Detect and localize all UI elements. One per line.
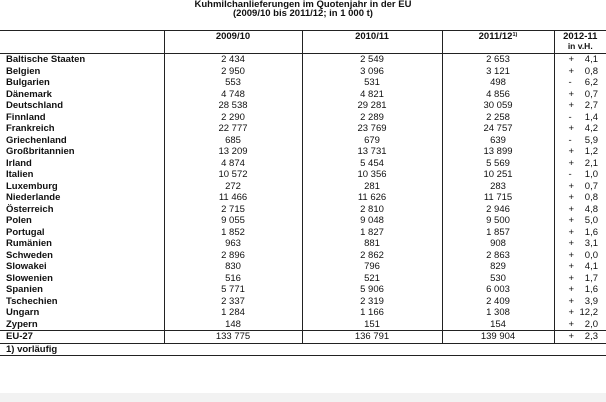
change-sign: + (568, 203, 575, 215)
footnote-text: 1) vorläufig (0, 343, 606, 356)
value-2010-11: 29 281 (302, 100, 442, 112)
value-2010-11: 521 (302, 273, 442, 285)
country-name: Spanien (6, 284, 43, 295)
change-sign: + (568, 272, 575, 284)
change-value: 2,0 (584, 318, 598, 330)
value-2011-12: 2 946 (442, 204, 554, 216)
change-sign: + (568, 295, 575, 307)
value-2011-12: 530 (442, 273, 554, 285)
change-percent (554, 158, 606, 170)
change-value: 0,0 (584, 249, 598, 261)
value-2009-10: 1 284 (164, 307, 302, 319)
country-name: Großbritannien (6, 146, 75, 157)
header-change: 2012-11 in v.H. (554, 31, 606, 54)
value-2010-11: 9 048 (302, 215, 442, 227)
change-percent (554, 227, 606, 239)
value-2011-12: 154 (442, 319, 554, 331)
value-2009-10: 2 337 (164, 296, 302, 308)
country-name: Zypern (6, 318, 38, 330)
table-row (0, 261, 606, 273)
table-row (0, 307, 606, 319)
change-value: 6,2 (584, 77, 598, 88)
country-name: Irland (6, 157, 32, 169)
value-2009-10: 2 434 (164, 54, 302, 66)
value-2009-10: 2 950 (164, 66, 302, 78)
change-percent (554, 66, 606, 78)
change-value: 3,1 (584, 238, 598, 249)
country-name: Finnland (6, 111, 46, 123)
value-2011-12: 30 059 (442, 100, 554, 112)
table-row (0, 319, 606, 331)
change-sign: + (568, 238, 575, 249)
value-2010-11: 136 791 (302, 331, 442, 344)
value-2009-10: 148 (164, 319, 302, 331)
value-2010-11: 2 549 (302, 54, 442, 66)
change-value: 0,8 (584, 192, 598, 203)
value-2009-10: 685 (164, 135, 302, 147)
country-name: Tschechien (6, 295, 58, 307)
table-row (0, 204, 606, 216)
table-row (0, 250, 606, 262)
value-2011-12: 2 863 (442, 250, 554, 262)
value-2009-10: 13 209 (164, 146, 302, 158)
value-2010-11: 1 166 (302, 307, 442, 319)
value-2011-12: 11 715 (442, 192, 554, 204)
country-name: Ungarn (6, 307, 40, 318)
value-2009-10: 11 466 (164, 192, 302, 204)
change-sign: + (568, 54, 575, 65)
country-name: Slowakei (6, 261, 47, 272)
value-2010-11: 281 (302, 181, 442, 193)
country-name: Bulgarien (6, 77, 50, 88)
change-sign: + (568, 146, 575, 157)
country-name: Deutschland (6, 100, 64, 111)
value-2011-12: 2 653 (442, 54, 554, 66)
value-2010-11: 5 454 (302, 158, 442, 170)
change-value: 1,4 (584, 111, 598, 123)
header-row (0, 31, 606, 54)
footnote-row (0, 343, 606, 356)
value-2009-10: 10 572 (164, 169, 302, 181)
header-country (0, 31, 164, 54)
value-2010-11: 5 906 (302, 284, 442, 296)
table-row (0, 273, 606, 285)
country-name: Niederlande (6, 192, 61, 203)
change-value: 4,8 (584, 203, 598, 215)
change-value: 3,9 (584, 295, 598, 307)
change-percent (554, 250, 606, 262)
change-percent (554, 89, 606, 101)
table-row (0, 100, 606, 112)
change-percent (554, 100, 606, 112)
country-name: Griechenland (6, 134, 67, 146)
change-value: 4,2 (584, 123, 598, 134)
change-sign: + (568, 261, 575, 272)
change-value: 2,3 (584, 331, 598, 342)
change-percent (554, 331, 606, 344)
country-name: Rumänien (6, 238, 52, 249)
change-sign: + (568, 180, 575, 192)
country-name: Belgien (6, 65, 41, 77)
table-row (0, 112, 606, 124)
value-2010-11: 151 (302, 319, 442, 331)
change-percent (554, 319, 606, 331)
country-name: Dänemark (6, 88, 52, 100)
table-row (0, 89, 606, 101)
change-percent (554, 273, 606, 285)
value-2010-11: 4 821 (302, 89, 442, 101)
header-2009-10: 2009/10 (164, 31, 302, 54)
table-title: Kuhmilchanlieferungen im Quotenjahr in der EU (194, 0, 412, 10)
value-2011-12: 139 904 (442, 331, 554, 344)
value-2010-11: 2 862 (302, 250, 442, 262)
change-percent (554, 238, 606, 250)
header-2010-11: 2010/11 (302, 31, 442, 54)
value-2009-10: 2 896 (164, 250, 302, 262)
value-2010-11: 3 096 (302, 66, 442, 78)
table-subtitle: (2009/10 bis 2011/12; in 1 000 t) (233, 8, 373, 19)
country-name: Baltische Staaten (6, 54, 86, 65)
change-percent (554, 204, 606, 216)
change-sign: + (568, 284, 575, 295)
table-row (0, 181, 606, 193)
value-2009-10: 4 874 (164, 158, 302, 170)
change-percent (554, 215, 606, 227)
value-2010-11: 10 356 (302, 169, 442, 181)
change-value: 0,8 (584, 65, 598, 77)
value-2009-10: 1 852 (164, 227, 302, 239)
value-2010-11: 679 (302, 135, 442, 147)
change-percent (554, 112, 606, 124)
value-2009-10: 28 538 (164, 100, 302, 112)
country-name: Frankreich (6, 123, 55, 134)
value-2009-10: 516 (164, 273, 302, 285)
change-value: 5,0 (584, 215, 598, 226)
change-percent (554, 307, 606, 319)
value-2010-11: 531 (302, 77, 442, 89)
table-row (0, 227, 606, 239)
header-2011-12: 2011/12$^{1)}$ (442, 31, 554, 54)
country-name: EU-27 (0, 331, 164, 344)
country-name: Österreich (6, 203, 54, 215)
change-sign: + (568, 307, 575, 318)
change-value: 1,6 (584, 226, 598, 238)
value-2010-11: 1 827 (302, 227, 442, 239)
country-name: Polen (6, 215, 32, 226)
change-value: 4,1 (584, 261, 598, 272)
table-row (0, 54, 606, 66)
change-percent (554, 192, 606, 204)
change-value: 12,2 (579, 307, 598, 318)
table-row (0, 169, 606, 181)
country-name: Schweden (6, 249, 53, 261)
value-2011-12: 13 899 (442, 146, 554, 158)
value-2011-12: 3 121 (442, 66, 554, 78)
change-sign: - (568, 134, 572, 146)
change-sign: + (568, 226, 575, 238)
value-2010-11: 13 731 (302, 146, 442, 158)
value-2011-12: 5 569 (442, 158, 554, 170)
value-2009-10: 133 775 (164, 331, 302, 344)
value-2009-10: 963 (164, 238, 302, 250)
value-2010-11: 796 (302, 261, 442, 273)
change-sign: - (568, 77, 572, 88)
value-2010-11: 23 769 (302, 123, 442, 135)
value-2011-12: 10 251 (442, 169, 554, 181)
value-2010-11: 11 626 (302, 192, 442, 204)
country-name: Slowenien (6, 272, 53, 284)
change-sign: - (568, 169, 572, 180)
country-name: Luxemburg (6, 180, 58, 192)
value-2009-10: 9 055 (164, 215, 302, 227)
change-percent (554, 135, 606, 147)
change-value: 1,7 (584, 272, 598, 284)
table-row (0, 192, 606, 204)
value-2011-12: 6 003 (442, 284, 554, 296)
change-percent (554, 296, 606, 308)
value-2009-10: 5 771 (164, 284, 302, 296)
value-2010-11: 2 810 (302, 204, 442, 216)
change-percent (554, 181, 606, 193)
change-percent (554, 77, 606, 89)
change-value: 0,7 (584, 88, 598, 100)
change-value: 1,0 (584, 169, 598, 180)
change-sign: + (568, 88, 575, 100)
change-percent (554, 146, 606, 158)
table-row (0, 296, 606, 308)
change-percent (554, 284, 606, 296)
value-2011-12: 2 409 (442, 296, 554, 308)
value-2009-10: 272 (164, 181, 302, 193)
change-sign: + (568, 215, 575, 226)
country-name: Portugal (6, 226, 45, 238)
value-2011-12: 2 258 (442, 112, 554, 124)
milk-deliveries-table (0, 30, 606, 356)
change-sign: + (568, 123, 575, 134)
change-percent (554, 261, 606, 273)
change-sign: + (568, 157, 575, 169)
value-2011-12: 1 308 (442, 307, 554, 319)
change-value: 5,9 (584, 134, 598, 146)
value-2009-10: 830 (164, 261, 302, 273)
change-percent (554, 54, 606, 66)
change-percent (554, 123, 606, 135)
change-value: 2,7 (584, 100, 598, 111)
value-2011-12: 829 (442, 261, 554, 273)
value-2011-12: 498 (442, 77, 554, 89)
country-name: Italien (6, 169, 34, 180)
change-sign: + (568, 192, 575, 203)
table-row (0, 215, 606, 227)
value-2010-11: 2 319 (302, 296, 442, 308)
table-row (0, 135, 606, 147)
total-row (0, 331, 606, 344)
value-2009-10: 4 748 (164, 89, 302, 101)
change-sign: + (568, 331, 575, 342)
value-2010-11: 881 (302, 238, 442, 250)
table-row (0, 284, 606, 296)
table-row (0, 158, 606, 170)
value-2009-10: 22 777 (164, 123, 302, 135)
value-2009-10: 2 715 (164, 204, 302, 216)
change-value: 1,2 (584, 146, 598, 157)
change-sign: + (568, 65, 575, 77)
value-2011-12: 639 (442, 135, 554, 147)
change-sign: - (568, 111, 572, 123)
value-2011-12: 9 500 (442, 215, 554, 227)
value-2009-10: 2 290 (164, 112, 302, 124)
change-sign: + (568, 318, 575, 330)
table-row (0, 238, 606, 250)
table-row (0, 77, 606, 89)
table-row (0, 66, 606, 78)
value-2011-12: 283 (442, 181, 554, 193)
change-value: 0,7 (584, 180, 598, 192)
change-value: 2,1 (584, 157, 598, 169)
change-value: 4,1 (584, 54, 598, 65)
value-2009-10: 553 (164, 77, 302, 89)
change-percent (554, 169, 606, 181)
value-2011-12: 24 757 (442, 123, 554, 135)
change-sign: + (568, 100, 575, 111)
footnote-marker: 1) (512, 32, 518, 38)
page-bottom-band (0, 393, 606, 402)
value-2011-12: 1 857 (442, 227, 554, 239)
value-2011-12: 908 (442, 238, 554, 250)
change-sign: + (568, 249, 575, 261)
value-2011-12: 4 856 (442, 89, 554, 101)
value-2010-11: 2 289 (302, 112, 442, 124)
change-value: 1,6 (584, 284, 598, 295)
table-row (0, 123, 606, 135)
table-row (0, 146, 606, 158)
